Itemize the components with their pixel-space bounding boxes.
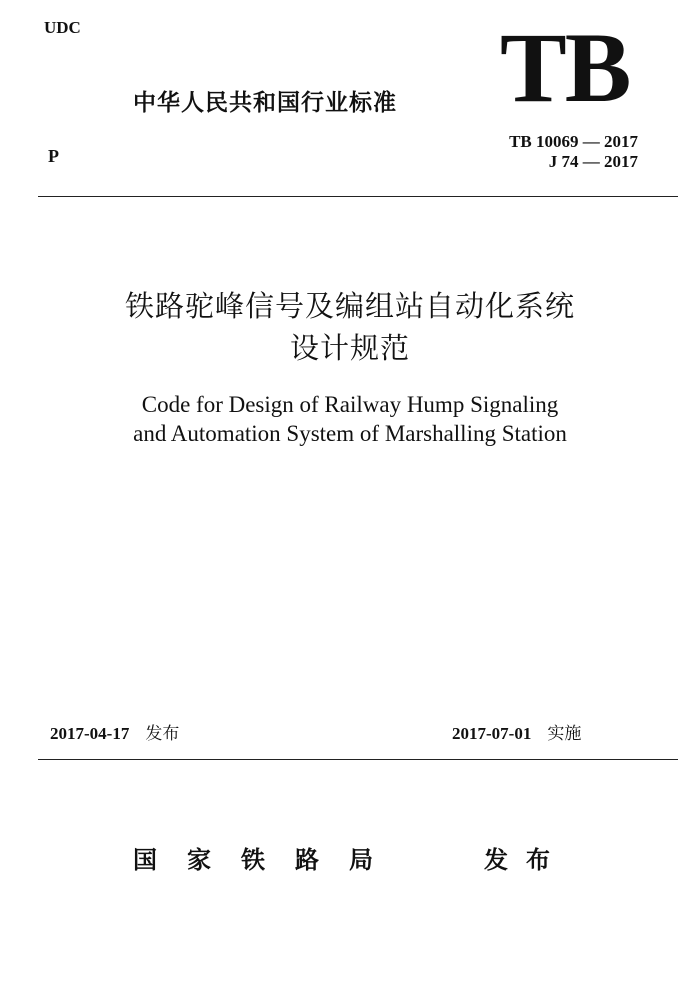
issue-date: 2017-04-17 [50, 724, 130, 743]
standard-code-secondary: J 74 — 2017 [548, 152, 638, 171]
title-cn-line1: 铁路驼峰信号及编组站自动化系统 [124, 289, 575, 323]
publisher-name: 国家铁路局 [133, 846, 403, 874]
udc-label: UDC [44, 18, 81, 37]
bottom-divider [38, 759, 678, 760]
title-en-line2: and Automation System of Marshalling Station [133, 421, 567, 446]
issue-label: 发布 [145, 724, 180, 744]
standard-code-primary: TB 10069 — 2017 [509, 132, 638, 151]
title-cn-line2: 设计规范 [289, 331, 410, 365]
effective-date-row [452, 719, 581, 744]
tb-logo: TB [500, 12, 630, 123]
standard-code [509, 132, 638, 172]
issue-date-row [50, 719, 179, 744]
top-divider [38, 196, 678, 197]
standard-type: 中华人民共和国行业标准 [133, 90, 397, 116]
effective-label: 实施 [547, 724, 582, 744]
effective-date: 2017-07-01 [452, 724, 532, 743]
publish-verb: 发布 [484, 846, 568, 874]
category-code: P [48, 146, 59, 166]
title-en-line1: Code for Design of Railway Hump Signaling [141, 392, 559, 417]
